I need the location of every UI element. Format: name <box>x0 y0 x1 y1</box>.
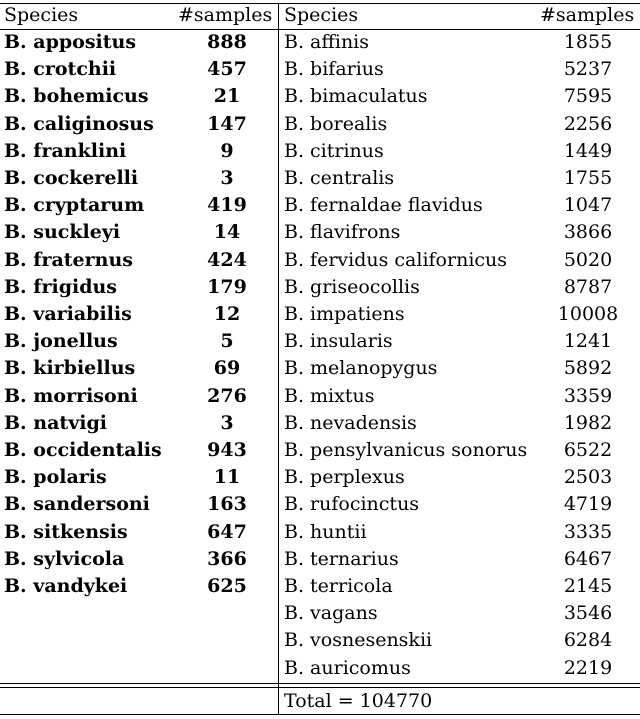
right-row-species: B. vagans <box>284 602 378 625</box>
left-row-species: B. bohemicus <box>4 85 149 108</box>
right-row-samples: 2145 <box>563 575 613 597</box>
right-row-species: B. bimaculatus <box>284 85 428 108</box>
left-row-samples: 14 <box>213 221 241 244</box>
left-row-species: B. cryptarum <box>4 194 145 217</box>
right-row-species: B. vosnesenskii <box>284 629 433 652</box>
left-row-samples: 3 <box>220 411 234 434</box>
right-row-species: B. citrinus <box>284 139 384 162</box>
left-row-species: B. vandykei <box>4 575 128 597</box>
right-row-samples: 10008 <box>557 303 619 325</box>
right-row-species: B. perplexus <box>284 466 405 489</box>
left-row-species: B. polaris <box>4 466 107 489</box>
right-row-species: B. insularis <box>284 330 393 353</box>
right-row-samples: 5237 <box>563 58 613 81</box>
header-left-samples: #samples <box>178 4 273 26</box>
right-row-samples: 6522 <box>563 439 613 461</box>
left-row-species: B. natvigi <box>4 411 107 434</box>
right-row-samples: 2256 <box>563 112 613 135</box>
right-row-samples: 7595 <box>563 85 613 108</box>
left-row-samples: 163 <box>207 493 247 516</box>
header-left-species: Species <box>4 4 79 26</box>
left-row-species: B. jonellus <box>4 330 118 353</box>
left-row-samples: 12 <box>213 303 241 325</box>
left-row-species: B. frigidus <box>4 275 117 298</box>
left-row-species: B. cockerelli <box>4 167 139 189</box>
body-end-rule-1 <box>0 683 640 684</box>
left-row-samples: 625 <box>207 575 247 597</box>
left-row-samples: 888 <box>207 31 247 53</box>
left-row-species: B. morrisoni <box>4 384 138 407</box>
right-row-species: B. huntii <box>284 520 367 543</box>
right-row-samples: 6284 <box>563 629 613 652</box>
right-row-species: B. melanopygus <box>284 357 438 380</box>
right-row-samples: 3546 <box>563 602 613 625</box>
right-row-species: B. affinis <box>284 31 370 53</box>
right-row-species: B. fervidus californicus <box>284 248 508 271</box>
left-row-species: B. franklini <box>4 139 127 162</box>
column-divider <box>278 3 279 715</box>
right-row-species: B. auricomus <box>284 656 411 679</box>
left-row-samples: 457 <box>207 58 247 81</box>
left-row-species: B. appositus <box>4 31 137 53</box>
right-row-species: B. ternarius <box>284 547 399 570</box>
right-row-species: B. nevadensis <box>284 411 417 434</box>
left-row-species: B. sylvicola <box>4 547 125 570</box>
header-right-samples: #samples <box>540 4 635 26</box>
left-row-species: B. suckleyi <box>4 221 121 244</box>
right-row-species: B. pensylvanicus sonorus <box>284 439 528 461</box>
left-row-species: B. sitkensis <box>4 520 128 543</box>
total-label: Total = 104770 <box>284 690 433 712</box>
left-row-species: B. sandersoni <box>4 493 150 516</box>
left-row-samples: 11 <box>213 466 241 489</box>
right-row-species: B. impatiens <box>284 303 405 325</box>
right-row-species: B. mixtus <box>284 384 375 407</box>
right-row-species: B. fernaldae flavidus <box>284 194 483 217</box>
left-row-samples: 943 <box>207 439 247 461</box>
left-row-samples: 5 <box>220 330 234 353</box>
right-row-samples: 3866 <box>563 221 613 244</box>
right-row-species: B. griseocollis <box>284 275 420 298</box>
right-row-samples: 1241 <box>563 330 613 353</box>
left-row-samples: 69 <box>213 357 241 380</box>
header-right-species: Species <box>284 4 359 26</box>
left-row-samples: 9 <box>220 139 234 162</box>
left-row-species: B. caliginosus <box>4 112 154 135</box>
right-row-samples: 3359 <box>563 384 613 407</box>
right-row-samples: 8787 <box>563 275 613 298</box>
left-row-species: B. fraternus <box>4 248 133 271</box>
right-row-samples: 5020 <box>563 248 613 271</box>
left-row-samples: 179 <box>207 275 247 298</box>
right-row-samples: 3335 <box>563 520 613 543</box>
right-row-species: B. centralis <box>284 167 395 189</box>
right-row-samples: 1982 <box>563 411 613 434</box>
left-row-species: B. kirbiellus <box>4 357 136 380</box>
left-row-species: B. occidentalis <box>4 439 162 461</box>
right-row-species: B. flavifrons <box>284 221 401 244</box>
left-row-samples: 147 <box>207 112 247 135</box>
left-row-samples: 276 <box>207 384 247 407</box>
right-row-species: B. borealis <box>284 112 388 135</box>
right-row-samples: 2219 <box>563 656 613 679</box>
right-row-species: B. bifarius <box>284 58 384 81</box>
left-row-samples: 366 <box>207 547 247 570</box>
right-row-samples: 1047 <box>563 194 613 217</box>
right-row-samples: 4719 <box>563 493 613 516</box>
right-row-species: B. rufocinctus <box>284 493 420 516</box>
left-row-samples: 3 <box>220 167 234 189</box>
right-row-samples: 1755 <box>563 167 613 189</box>
right-row-samples: 2503 <box>563 466 613 489</box>
right-row-species: B. terricola <box>284 575 393 597</box>
right-row-samples: 1449 <box>563 139 613 162</box>
left-row-samples: 647 <box>207 520 247 543</box>
left-row-samples: 419 <box>207 194 247 217</box>
right-row-samples: 5892 <box>563 357 613 380</box>
left-row-species: B. crotchii <box>4 58 117 81</box>
left-row-samples: 21 <box>213 85 241 108</box>
right-row-samples: 1855 <box>563 31 613 53</box>
right-row-samples: 6467 <box>563 547 613 570</box>
left-row-species: B. variabilis <box>4 303 132 325</box>
left-row-samples: 424 <box>207 248 247 271</box>
